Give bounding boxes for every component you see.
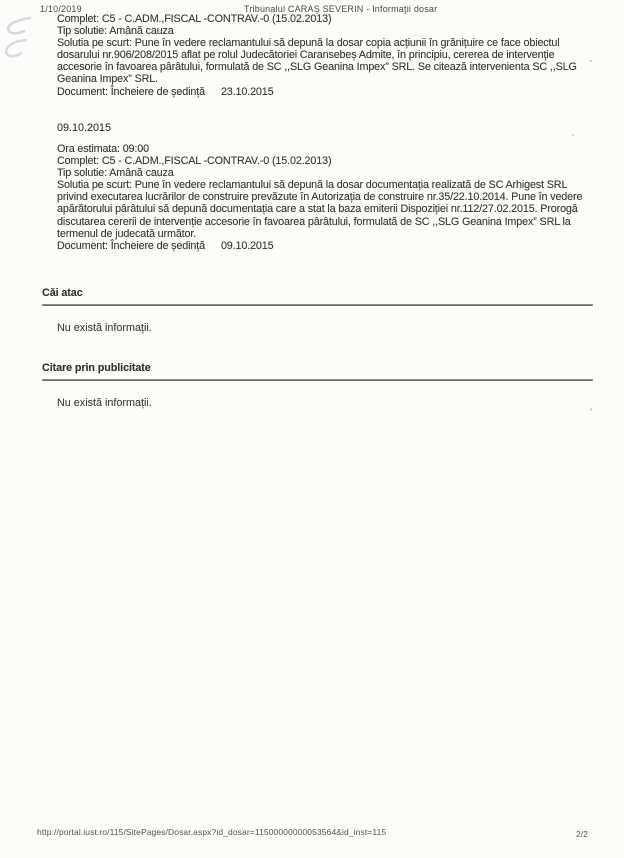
scan-speck	[572, 134, 574, 136]
field-tip-solutie: Tip solutie: Amână cauza	[57, 25, 174, 38]
field-complet: Complet: C5 - C.ADM.,FISCAL -CONTRAV.-0 (15.02.2013)	[57, 155, 332, 168]
print-date: 1/10/2019	[40, 4, 82, 14]
page-title: Tribunalul CARAŞ SEVERIN - Informaţii dosar	[244, 4, 438, 14]
field-solutia-pe-scurt: Solutia pe scurt: Pune în vedere reclamantului să depună la dosar copia acțiunii în grănițuire ce face obiectul dosarului nr.906/208/2015 aflat pe rolul Judecătoriei Caransebeș Admite, în principiu, cererea de intervenție accesorie în favoarea pârâtului, formulată de SC ,,SLG Geanina Impex” SRL. Se citează intervenienta SC ,,SLG Geanina Impex” SRL.	[57, 37, 577, 86]
footer-url: http://portal.iust.ro/115/SitePages/Dosar.aspx?id_dosar=11500000000053564&id_inst=115	[37, 827, 387, 837]
field-solutia-pe-scurt: Solutia pe scurt: Pune în vedere reclamantului să depună la dosar documentația realizată de SC Arhigest SRL privind executarea lucrărilor de construire prevăzute în Autorizația de construire nr.35/22.10.2014. Pune în vedere apărătorului pârâtului să depună documentația care a stat la baza emiterii Dispoziției nr.112/27.02.2015. Prorogă discutarea cererii de intervenție accesorie în favoarea pârâtului, formulată de SC ,,SLG Geanina Impex” SRL la termenul de judecată următor.	[57, 179, 583, 240]
field-document	[57, 86, 597, 98]
field-complet: Complet: C5 - C.ADM.,FISCAL -CONTRAV.-0 (15.02.2013)	[57, 13, 332, 25]
horizontal-rule	[42, 379, 593, 381]
page-number: 2/2	[576, 829, 588, 839]
pen-scribble-mark	[0, 10, 38, 60]
hearing-entry-current	[57, 143, 597, 252]
document-label: Document: Încheiere de ședință	[57, 85, 205, 98]
section-title-cai-atac: Căi atac	[42, 287, 83, 299]
field-tip-solutie: Tip solutie: Amână cauza	[57, 167, 174, 180]
scan-speck	[590, 408, 592, 411]
field-ora-estimata: Ora estimata: 09:00	[57, 143, 149, 155]
document-date: 23.10.2015	[220, 85, 274, 98]
section-title-citare-publicitate: Citare prin publicitate	[42, 362, 151, 374]
empty-info-text: Nu există informații.	[57, 322, 152, 334]
document-label: Document: Încheiere de ședință	[57, 239, 205, 252]
hearing-date: 09.10.2015	[57, 122, 112, 134]
horizontal-rule	[42, 304, 593, 306]
hearing-entry-previous	[57, 13, 597, 98]
field-document	[57, 240, 597, 252]
document-date: 09.10.2015	[220, 239, 274, 252]
empty-info-text: Nu există informații.	[57, 397, 152, 409]
